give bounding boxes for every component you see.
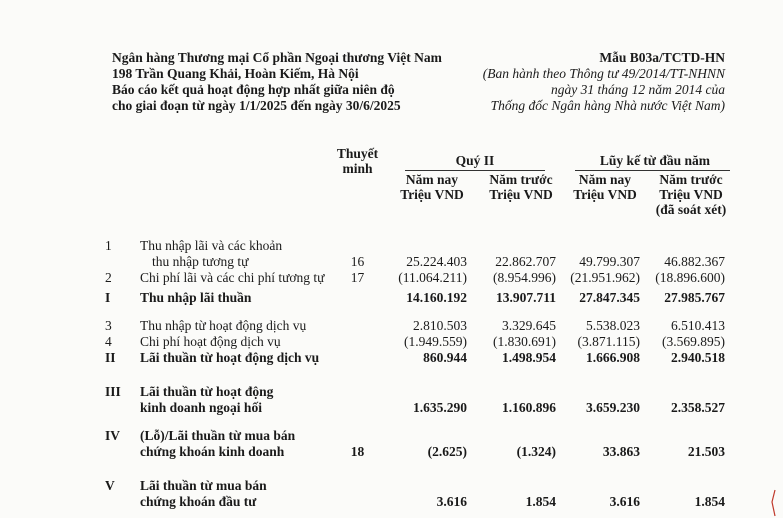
row-value: 21.503 [687, 444, 725, 459]
group-ytd-underline [575, 170, 730, 171]
row-code: IV [105, 428, 121, 443]
row-value: 13.907.711 [495, 290, 556, 305]
pen-mark-icon [769, 488, 777, 518]
row-label [140, 478, 355, 510]
row-value: 3.329.645 [502, 318, 556, 333]
report-title: Báo cáo kết quả hoạt động hợp nhất giữa niên độ [112, 82, 395, 97]
row-value: 22.862.707 [495, 254, 556, 269]
row-value: 3.659.230 [586, 400, 640, 415]
row-value: 27.847.345 [579, 290, 640, 305]
col-ytd-this-year-line-1: Năm nay [578, 172, 632, 187]
row-value: (1.324) [516, 444, 556, 459]
regulation-note-line-2: ngày 31 tháng 12 năm 2014 của [551, 82, 725, 97]
row-label-line-1: (Lỗ)/Lãi thuần từ mua bán [140, 428, 296, 443]
row-label [140, 238, 355, 270]
col-q2-last-year-line-2: Triệu VND [489, 187, 553, 202]
col-ytd-last-year-line-2: Triệu VND [659, 187, 723, 202]
row-value: 3.616 [436, 494, 467, 509]
row-code: 2 [105, 270, 112, 285]
row-value: 1.854 [525, 494, 556, 509]
row-value: (3.569.895) [662, 334, 725, 349]
row-value: 1.854 [694, 494, 725, 509]
row-code: II [105, 350, 116, 365]
row-note: 18 [350, 444, 365, 459]
col-note-header [330, 146, 385, 176]
col-q2-this-year-line-2: Triệu VND [400, 187, 464, 202]
row-value: (18.896.600) [655, 270, 725, 285]
row-label: Thu nhập từ hoạt động dịch vụ [140, 318, 307, 333]
row-value: 3.616 [609, 494, 640, 509]
row-code: V [105, 478, 115, 493]
form-code: Mẫu B03a/TCTD-HN [599, 50, 725, 65]
row-label-line-2: thu nhập tương tự [152, 254, 249, 269]
group-ytd-header: Lũy kế từ đầu năm [599, 153, 711, 168]
row-value: 2.810.503 [413, 318, 467, 333]
group-quarter-underline [405, 170, 545, 171]
row-value: 27.985.767 [664, 290, 725, 305]
row-value: 49.799.307 [579, 254, 640, 269]
bank-header [112, 50, 442, 114]
row-value: 46.882.367 [664, 254, 725, 269]
row-note: 17 [350, 270, 365, 285]
col-ytd-last-year [646, 172, 736, 217]
row-label [140, 428, 355, 460]
row-code: I [105, 290, 111, 305]
row-value: (21.951.962) [570, 270, 640, 285]
row-code: 1 [105, 238, 112, 253]
row-value: (1.949.559) [404, 334, 467, 349]
row-value: 33.863 [602, 444, 640, 459]
row-value: 6.510.413 [671, 318, 725, 333]
row-label-line-2: chứng khoán kinh doanh [140, 444, 285, 459]
row-label: Lãi thuần từ hoạt động dịch vụ [140, 350, 320, 365]
col-q2-last-year [481, 172, 561, 202]
col-ytd-this-year [565, 172, 645, 202]
row-label: Thu nhập lãi thuần [140, 290, 252, 305]
col-q2-this-year-line-1: Năm nay [405, 172, 459, 187]
row-value: (8.954.996) [493, 270, 556, 285]
row-label: Chi phí hoạt động dịch vụ [140, 334, 281, 349]
col-ytd-this-year-line-2: Triệu VND [573, 187, 637, 202]
row-value: 1.160.896 [502, 400, 556, 415]
row-value: (3.871.115) [577, 334, 640, 349]
row-value: (1.830.691) [493, 334, 556, 349]
row-label-line-1: Lãi thuần từ mua bán [140, 478, 267, 493]
row-value: (2.625) [427, 444, 467, 459]
row-value: 5.538.023 [586, 318, 640, 333]
row-label: Chi phí lãi và các chi phí tương tự [140, 270, 325, 285]
row-label-line-1: Thu nhập lãi và các khoản [140, 238, 283, 253]
row-label-line-1: Lãi thuần từ hoạt động [140, 384, 274, 399]
row-value: 2.940.518 [671, 350, 725, 365]
col-ytd-last-year-line-1: Năm trước [659, 172, 723, 187]
bank-address: 198 Trần Quang Khải, Hoàn Kiếm, Hà Nội [112, 66, 359, 81]
col-note-line-1: Thuyết [336, 146, 379, 161]
row-code: III [105, 384, 121, 399]
row-value: 14.160.192 [406, 290, 467, 305]
row-value: 25.224.403 [406, 254, 467, 269]
row-value: (11.064.211) [398, 270, 467, 285]
row-code: 4 [105, 334, 112, 349]
bank-name: Ngân hàng Thương mại Cổ phần Ngoại thương Việt Nam [112, 50, 442, 65]
regulation-note-line-3: Thống đốc Ngân hàng Nhà nước Việt Nam) [490, 98, 725, 113]
row-label [140, 384, 355, 416]
col-q2-last-year-line-1: Năm trước [489, 172, 553, 187]
report-period: cho giai đoạn từ ngày 1/1/2025 đến ngày 30/6/2025 [112, 98, 401, 113]
col-q2-this-year [392, 172, 472, 202]
form-header [483, 50, 725, 114]
row-value: 2.358.527 [671, 400, 725, 415]
row-code: 3 [105, 318, 112, 333]
regulation-note-line-1: (Ban hành theo Thông tư 49/2014/TT-NHNN [482, 66, 725, 81]
col-note-line-2: minh [342, 161, 373, 176]
group-quarter-header: Quý II [455, 153, 495, 168]
row-value: 1.498.954 [502, 350, 556, 365]
row-value: 860.944 [423, 350, 467, 365]
col-ytd-last-year-line-3: (đã soát xét) [655, 202, 727, 217]
row-label-line-2: kinh doanh ngoại hối [140, 400, 262, 415]
row-note: 16 [350, 254, 365, 269]
row-value: 1.666.908 [586, 350, 640, 365]
row-value: 1.635.290 [413, 400, 467, 415]
row-label-line-2: chứng khoán đầu tư [140, 494, 257, 509]
